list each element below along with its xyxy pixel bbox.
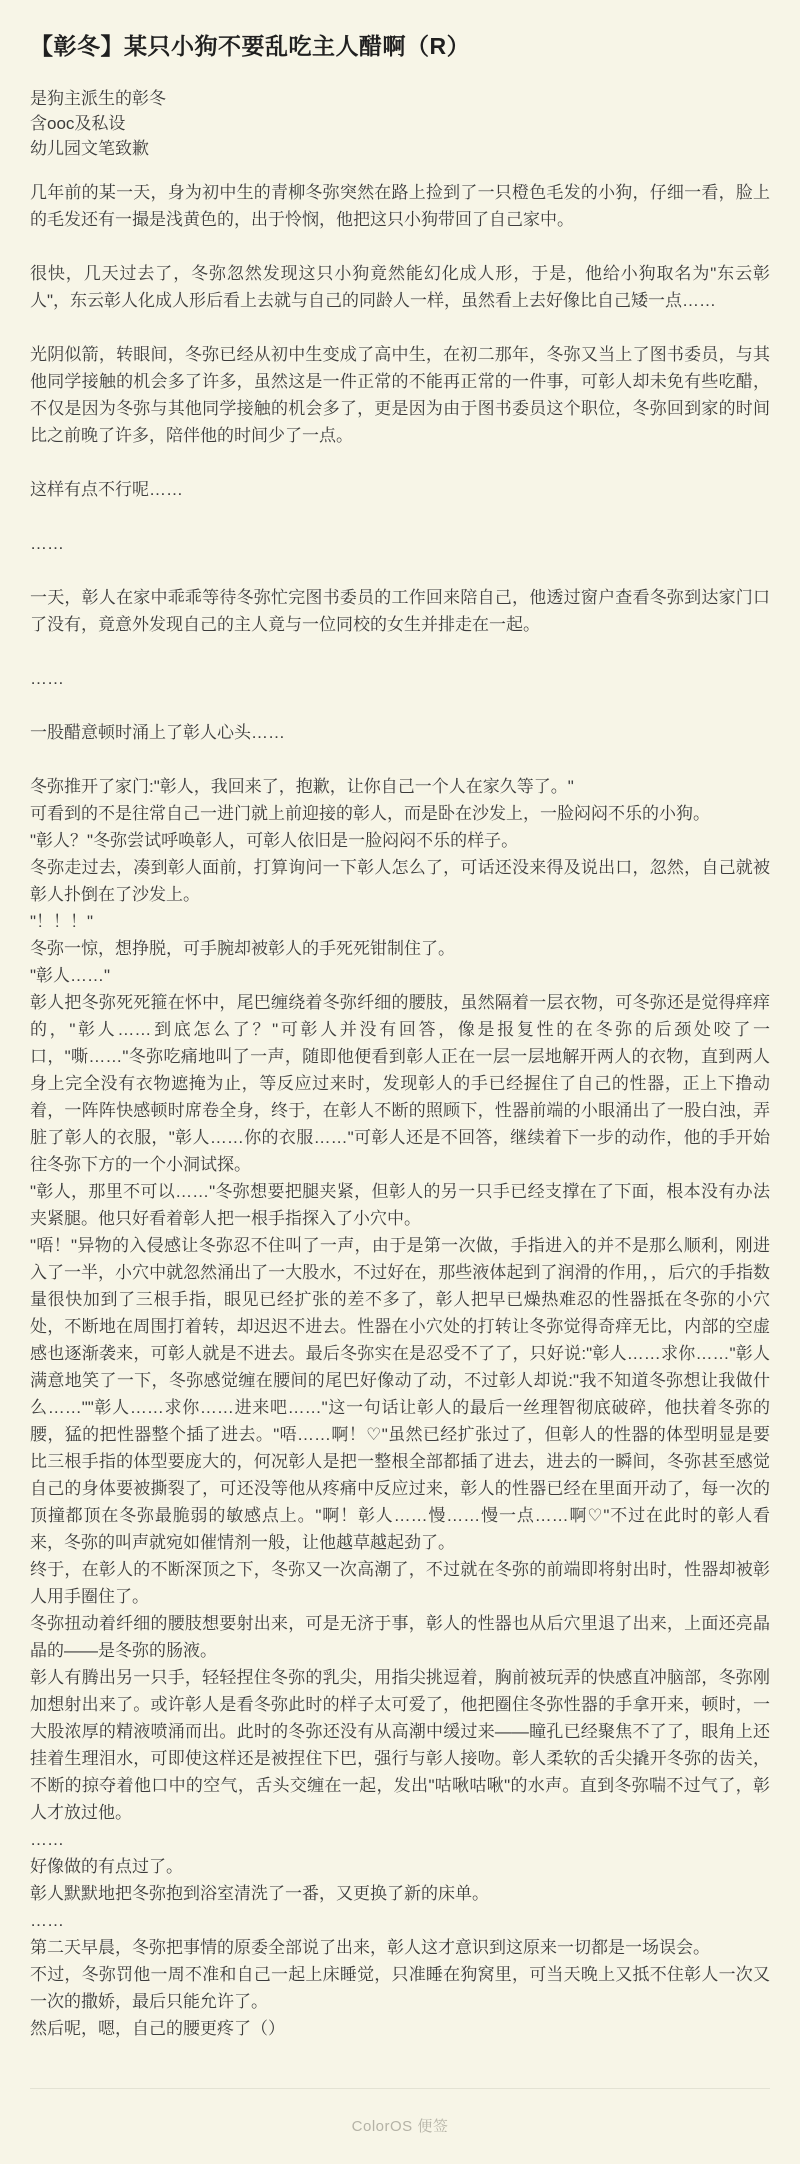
- paragraph: 一天，彰人在家中乖乖等待冬弥忙完图书委员的工作回来陪自己，他透过窗户查看冬弥到达家门口了没有，竟意外发现自己的主人竟与一位同校的女生并排走在一起。: [30, 587, 770, 634]
- paragraph: 彰人默默地把冬弥抱到浴室清洗了一番，又更换了新的床单。: [30, 1883, 489, 1903]
- ellipsis-line: ……: [30, 668, 64, 688]
- paragraph: "彰人……": [30, 965, 111, 985]
- paragraph: 彰人把冬弥死死箍在怀中，尾巴缠绕着冬弥纤细的腰肢，虽然隔着一层衣物，可冬弥还是觉得痒痒的，"彰人……到底怎么了？"可彰人并没有回答，像是报复性的在冬弥的后颈处咬了一口，"嘶……"冬弥吃痛地叫了一声，随即他便看到彰人正在一层一层地解开两人的衣物，直到两人身上完全没有衣物遮掩为止，等反应过来时，发现彰人的手已经握住了自己的性器，正上下撸动着，一阵阵快感顿时席卷全身，终于，在彰人不断的照顾下，性器前端的小眼涌出了一股白浊，弄脏了彰人的衣服，"彰人……你的衣服……"可彰人还是不回答，继续着下一步的动作，他的手开始往冬弥下方的一个小洞试探。: [30, 992, 770, 1174]
- ellipsis-line: ……: [30, 533, 64, 553]
- intro-line: 含ooc及私设: [30, 113, 126, 133]
- paragraph: 好像做的有点过了。: [30, 1856, 183, 1876]
- paragraph: 终于，在彰人的不断深顶之下，冬弥又一次高潮了，不过就在冬弥的前端即将射出时，性器却被彰人用手圈住了。: [30, 1559, 770, 1606]
- paragraph: 不过，冬弥罚他一周不准和自己一起上床睡觉，只准睡在狗窝里，可当天晚上又抵不住彰人一次又一次的撒娇，最后只能允许了。: [30, 1964, 770, 2011]
- paragraph: "！！！": [30, 911, 94, 931]
- paragraph: 彰人有腾出另一只手，轻轻捏住冬弥的乳尖，用指尖挑逗着，胸前被玩弄的快感直冲脑部，冬弥刚加想射出来了。或许彰人是看冬弥此时的样子太可爱了，他把圈住冬弥性器的手拿开来，顿时，一大股浓厚的精液喷涌而出。此时的冬弥还没有从高潮中缓过来——瞳孔已经聚焦不了了，眼角上还挂着生理泪水，可即使这样还是被捏住下巴，强行与彰人接吻。彰人柔软的舌尖撬开冬弥的齿关，不断的掠夺着他口中的空气，舌头交缠在一起，发出"咕啾咕啾"的水声。直到冬弥喘不过气了，彰人才放过他。: [30, 1667, 770, 1822]
- note-title: 【彰冬】某只小狗不要乱吃主人醋啊（R）: [30, 33, 471, 59]
- paragraph: 一股醋意顿时涌上了彰人心头……: [30, 722, 285, 742]
- paragraph: "彰人？"冬弥尝试呼唤彰人，可彰人依旧是一脸闷闷不乐的样子。: [30, 830, 519, 850]
- note-body-spaced: [30, 179, 770, 746]
- note-footer: [30, 2088, 770, 2164]
- paragraph: 可看到的不是往常自己一进门就上前迎接的彰人，而是卧在沙发上，一脸闷闷不乐的小狗。: [30, 803, 710, 823]
- app-watermark: ColorOS 便签: [351, 2117, 449, 2135]
- paragraph: 冬弥走过去，凑到彰人面前，打算询问一下彰人怎么了，可话还没来得及说出口，忽然，自己就被彰人扑倒在了沙发上。: [30, 857, 770, 904]
- ellipsis-line: ……: [30, 1910, 64, 1930]
- paragraph: 第二天早晨，冬弥把事情的原委全部说了出来，彰人这才意识到这原来一切都是一场误会。: [30, 1937, 710, 1957]
- paragraph: 很快，几天过去了，冬弥忽然发现这只小狗竟然能幻化成人形，于是，他给小狗取名为"东云彰人"，东云彰人化成人形后看上去就与自己的同龄人一样，虽然看上去好像比自己矮一点……: [30, 263, 770, 310]
- paragraph: 光阴似箭，转眼间，冬弥已经从初中生变成了高中生，在初二那年，冬弥又当上了图书委员，与其他同学接触的机会多了许多，虽然这是一件正常的不能再正常的一件事，可彰人却未免有些吃醋，不仅是因为冬弥与其他同学接触的机会多了，更是因为由于图书委员这个职位，冬弥回到家的时间比之前晚了许多，陪伴他的时间少了一点。: [30, 344, 770, 445]
- intro-line: 幼儿园文笔致歉: [30, 138, 149, 158]
- paragraph: "唔！"异物的入侵感让冬弥忍不住叫了一声，由于是第一次做，手指进入的并不是那么顺利，刚进入了一半，小穴中就忽然涌出了一大股水，不过好在，那些液体起到了润滑的作用，，后穴的手指数量很快加到了三根手指，眼见已经扩张的差不多了，彰人把早已燥热难忍的性器抵在冬弥的小穴处，不断地在周围打着转，却迟迟不进去。性器在小穴处的打转让冬弥觉得奇痒无比，内部的空虚感也逐渐袭来，可彰人就是不进去。最后冬弥实在是忍受不了了，只好说:"彰人……求你……"彰人满意地笑了一下，冬弥感觉缠在腰间的尾巴好像动了动，不过彰人却说:"我不知道冬弥想让我做什么……""彰人……求你……进来吧……"这一句话让彰人的最后一丝理智彻底破碎，他扶着冬弥的腰，猛的把性器整个插了进去。"唔……啊！♡"虽然已经扩张过了，但彰人的性器的体型明显是要比三根手指的体型要庞大的，何况彰人是把一整根全部都插了进去，进去的一瞬间，冬弥甚至感觉自己的身体要被撕裂了，可还没等他从疼痛中反应过来，彰人的性器已经在里面开动了，每一次的顶撞都顶在冬弥最脆弱的敏感点上。"啊！彰人……慢……慢一点……啊♡"不过在此时的彰人看来，冬弥的叫声就宛如催情剂一般，让他越草越起劲了。: [30, 1235, 770, 1552]
- paragraph: 冬弥扭动着纤细的腰肢想要射出来，可是无济于事，彰人的性器也从后穴里退了出来，上面还亮晶晶的——是冬弥的肠液。: [30, 1613, 770, 1660]
- note-body-dense: [30, 773, 770, 2042]
- ellipsis-line: ……: [30, 1829, 64, 1849]
- intro-line: 是狗主派生的彰冬: [30, 88, 166, 108]
- paragraph: 这样有点不行呢……: [30, 479, 183, 499]
- paragraph: 然后呢，嗯，自己的腰更疼了（）: [30, 2018, 285, 2038]
- paragraph: "彰人，那里不可以……"冬弥想要把腿夹紧，但彰人的另一只手已经支撑在了下面，根本没有办法夹紧腿。他只好看着彰人把一根手指探入了小穴中。: [30, 1181, 770, 1228]
- paragraph: 冬弥一惊，想挣脱，可手腕却被彰人的手死死钳制住了。: [30, 938, 455, 958]
- note-intro: [30, 86, 770, 161]
- paragraph: 几年前的某一天，身为初中生的青柳冬弥突然在路上捡到了一只橙色毛发的小狗，仔细一看，脸上的毛发还有一撮是浅黄色的，出于怜悯，他把这只小狗带回了自己家中。: [30, 182, 770, 229]
- paragraph: 冬弥推开了家门:"彰人，我回来了，抱歉，让你自己一个人在家久等了。": [30, 776, 574, 796]
